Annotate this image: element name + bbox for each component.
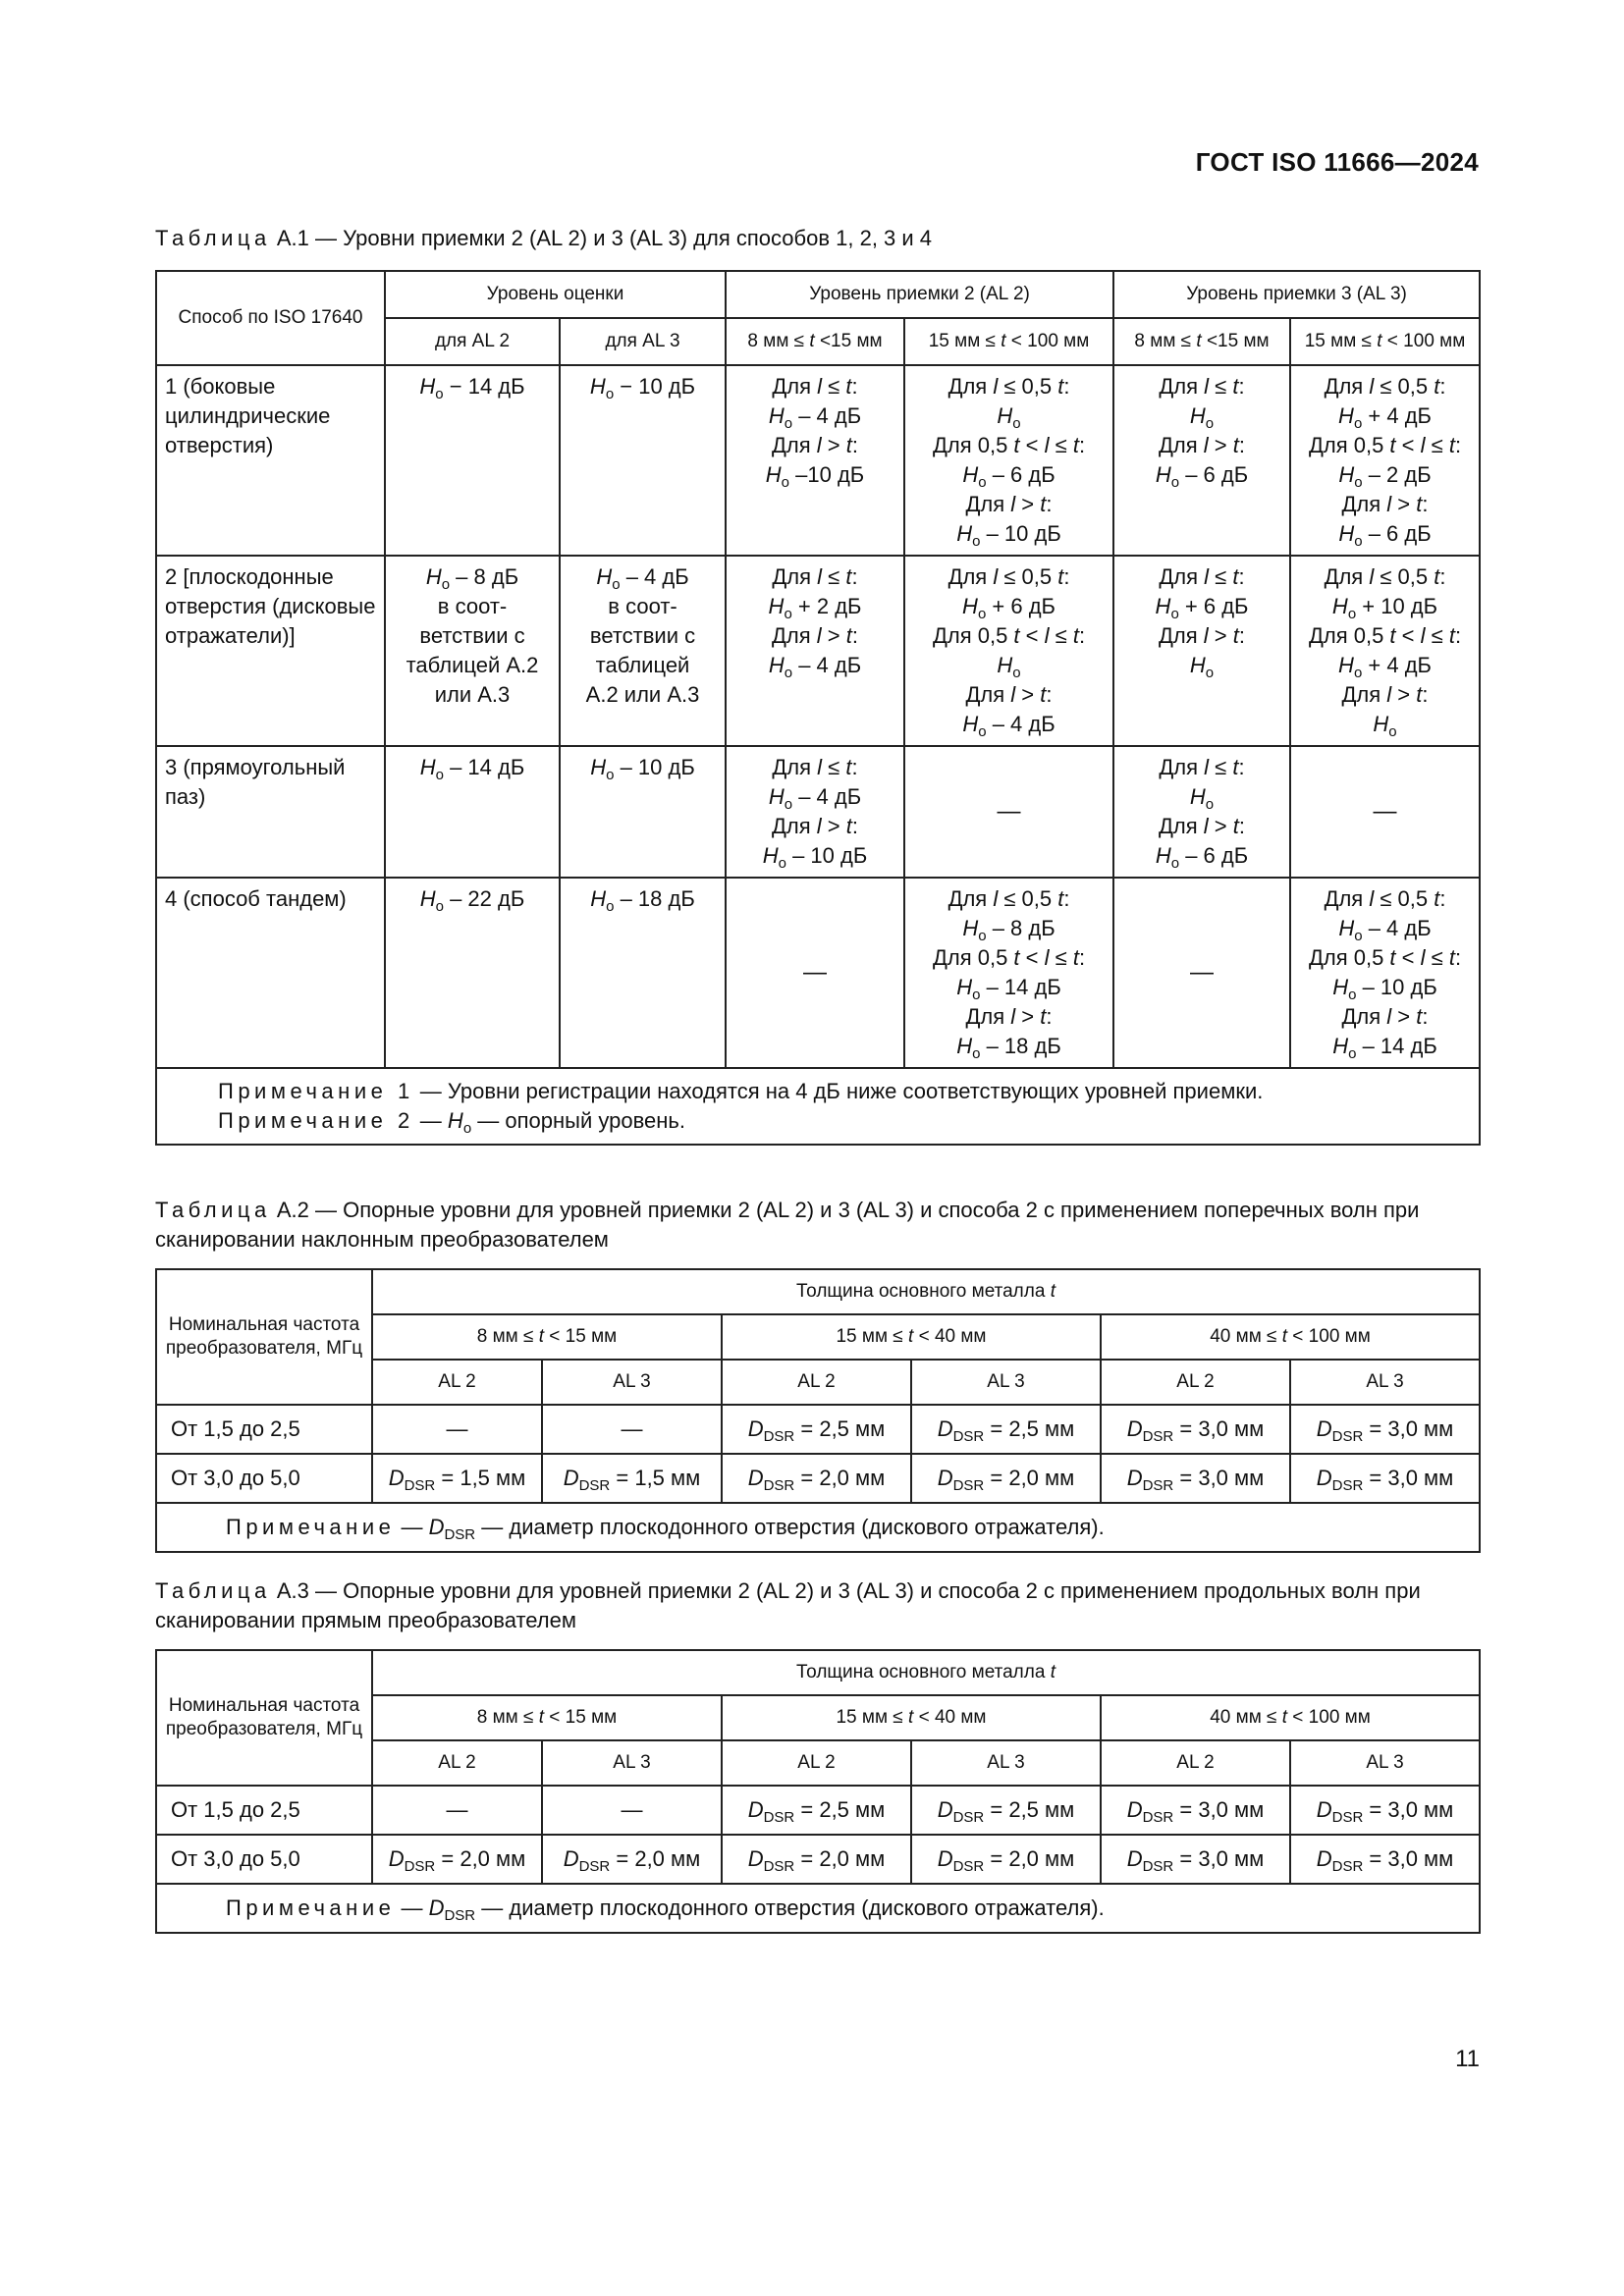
cell-line: Для l ≤ t: [772,755,858,779]
cell-line: $H_о$ [1189,653,1215,681]
cell-line: $H_о + 6$ дБ [962,594,1056,622]
value-cell: $D_{DSR} = 2,5$ мм [911,1786,1101,1835]
cell-line: Для l > t: [1159,814,1245,838]
cell-line: $H_о$ [1189,403,1215,432]
cell-line: в соот- [608,594,677,618]
value-cell: $D_{DSR} = 2,0$ мм [911,1454,1101,1503]
value-cell: $D_{DSR} = 2,5$ мм [722,1405,911,1454]
cell-line: таблицей [595,653,690,677]
value-cell: $D_{DSR} = 2,0$ мм [911,1835,1101,1884]
value-cell: $D_{DSR} = 2,0$ мм [372,1835,542,1884]
cell-line: Для 0,5 t < l ≤ t: [932,433,1086,457]
frequency-cell: От 1,5 до 2,5 [156,1786,372,1835]
note-text: — $D_{DSR}$ — диаметр плоскодонного отверстия (дискового отражателя). [395,1896,1105,1924]
subheader-3: 15 мм ≤ t < 100 мм [904,318,1113,365]
cell-line: Для 0,5 t < l ≤ t: [932,945,1086,970]
cell-line: $H_о - 18$ дБ [590,886,695,915]
level-cell [1113,878,1290,1068]
page-number: 11 [1455,2046,1480,2072]
level-cell [1290,365,1480,556]
caption-text: А.1 — Уровни приемки 2 (AL 2) и 3 (AL 3) для способов 1, 2, 3 и 4 [270,226,933,250]
header-thickness: Толщина основного металла t [372,1269,1480,1314]
level-cell [560,746,726,878]
cell-line: Для l > t: [772,623,858,648]
cell-line: $H_о - 14$ дБ [956,975,1061,1003]
level-cell [726,878,904,1068]
cell-line: Для l > t: [1159,623,1245,648]
header-level-5: AL 3 [1290,1740,1480,1786]
header-al2-group: Уровень приемки 2 (AL 2) [726,271,1113,318]
table-note [156,1884,1480,1933]
frequency-cell: От 3,0 до 5,0 [156,1835,372,1884]
note-label: Примечание 2 [218,1108,414,1133]
header-level-4: AL 2 [1101,1360,1290,1405]
value-cell: $D_{DSR} = 1,5$ мм [372,1454,542,1503]
cell-line: Для l > t: [1341,492,1429,516]
table-note [156,1503,1480,1552]
cell-line: Для 0,5 t < l ≤ t: [1308,945,1462,970]
table-row [156,746,1480,878]
level-cell [385,365,560,556]
value-cell: $D_{DSR} = 3,0$ мм [1101,1786,1290,1835]
header-level-0: AL 2 [372,1740,542,1786]
header-level-3: AL 3 [911,1360,1101,1405]
table-row [156,1454,1480,1503]
subheader-5: 15 мм ≤ t < 100 мм [1290,318,1480,365]
cell-line: таблицей А.2 [406,653,539,677]
cell-line: Для 0,5 t < l ≤ t: [932,623,1086,648]
value-cell: $D_{DSR} = 3,0$ мм [1290,1786,1480,1835]
cell-line: $H_о - 2$ дБ [1338,462,1432,491]
cell-line: ветствии с [589,623,696,648]
cell-line: $H_о - 14$ дБ [1332,1034,1437,1062]
value-cell: $D_{DSR} = 3,0$ мм [1290,1835,1480,1884]
cell-line: $H_о + 4$ дБ [1338,653,1432,681]
header-range-0: 8 мм ≤ t < 15 мм [372,1314,722,1360]
cell-line: $H_о - 10$ дБ [956,521,1061,550]
cell-line: $H_о - 6$ дБ [1155,843,1249,872]
cell-line: Для l > t: [1341,682,1429,707]
header-range-1: 15 мм ≤ t < 40 мм [722,1314,1101,1360]
cell-line: — [803,959,828,986]
level-cell [560,556,726,746]
note-2 [218,1106,1469,1136]
cell-line: Для l > t: [1159,433,1245,457]
value-cell: — [372,1405,542,1454]
level-cell [1290,746,1480,878]
cell-line: $H_о - 4$ дБ [768,403,862,432]
level-cell [1113,556,1290,746]
caption-label: Таблица [155,1198,271,1222]
value-cell: $D_{DSR} = 3,0$ мм [1101,1454,1290,1503]
table-a3-caption [155,1576,1481,1635]
header-range-0: 8 мм ≤ t < 15 мм [372,1695,722,1740]
header-level-3: AL 3 [911,1740,1101,1786]
cell-line: $H_о - 14$ дБ [419,755,525,783]
header-level-1: AL 3 [542,1360,722,1405]
cell-line: $H_о + 6$ дБ [1155,594,1249,622]
header-level-2: AL 2 [722,1360,911,1405]
table-row [156,1835,1480,1884]
header-range-1: 15 мм ≤ t < 40 мм [722,1695,1101,1740]
note-label: Примечание 1 [218,1079,414,1103]
cell-line: — [1373,798,1397,825]
table-a1 [155,270,1481,1146]
table-row [156,556,1480,746]
cell-line: $H_о - 4$ дБ [768,653,862,681]
cell-line: Для l ≤ 0,5 t: [1324,886,1446,911]
note-label: Примечание [226,1515,396,1539]
value-cell: $D_{DSR} = 2,0$ мм [722,1835,911,1884]
level-cell [904,365,1113,556]
level-cell [726,556,904,746]
table-a2 [155,1268,1481,1553]
header-thickness: Толщина основного металла t [372,1650,1480,1695]
note-label: Примечание [226,1896,396,1920]
note-text: — $D_{DSR}$ — диаметр плоскодонного отверстия (дискового отражателя). [395,1515,1105,1543]
cell-line: $H_о + 2$ дБ [768,594,862,622]
frequency-cell: От 1,5 до 2,5 [156,1405,372,1454]
cell-line: $H_о - 22$ дБ [419,886,525,915]
value-cell: $D_{DSR} = 2,5$ мм [911,1405,1101,1454]
header-level-1: AL 3 [542,1740,722,1786]
cell-line: $H_о - 8$ дБ [425,564,519,593]
cell-line: $H_о - 18$ дБ [956,1034,1061,1062]
header-level-4: AL 2 [1101,1740,1290,1786]
header-level-2: AL 2 [722,1740,911,1786]
level-cell [385,746,560,878]
subheader-0: для AL 2 [385,318,560,365]
cell-line: Для l ≤ 0,5 t: [1324,564,1446,589]
level-cell [1290,878,1480,1068]
method-cell: 3 (прямоугольный паз) [156,746,385,878]
level-cell [1113,746,1290,878]
header-frequency: Номинальная частота преобразователя, МГц [156,1650,372,1786]
table-row [156,1786,1480,1835]
cell-line: $H_о - 10$ дБ [762,843,868,872]
value-cell: $D_{DSR} = 3,0$ мм [1101,1405,1290,1454]
header-frequency: Номинальная частота преобразователя, МГц [156,1269,372,1405]
level-cell [385,878,560,1068]
subheader-1: для AL 3 [560,318,726,365]
table-row [156,1405,1480,1454]
level-cell [726,746,904,878]
value-cell: $D_{DSR} = 2,0$ мм [722,1454,911,1503]
cell-line: $H_о$ –10 дБ [765,462,865,491]
cell-line: $H_о$ [997,403,1021,432]
cell-line: $H_о - 14$ дБ [419,374,525,402]
cell-line: $H_о + 10$ дБ [1331,594,1438,622]
cell-line: $H_о - 6$ дБ [1155,462,1249,491]
value-cell: $D_{DSR} = 2,5$ мм [722,1786,911,1835]
cell-line: Для l ≤ 0,5 t: [1324,374,1446,399]
header-range-2: 40 мм ≤ t < 100 мм [1101,1314,1480,1360]
header-eval-level: Уровень оценки [385,271,726,318]
level-cell [904,878,1113,1068]
cell-line: $H_о + 4$ дБ [1338,403,1432,432]
table-row [156,878,1480,1068]
value-cell: — [542,1405,722,1454]
level-cell [726,365,904,556]
cell-line: $H_о$ [1189,784,1215,813]
caption-text: А.3 — Опорные уровни для уровней приемки 2 (AL 2) и 3 (AL 3) и способа 2 с применением продольных волн при сканировании прямым преобразователем [155,1578,1421,1632]
cell-line: или А.3 [434,682,511,707]
table-a1-notes [156,1068,1480,1145]
level-cell [560,365,726,556]
cell-line: $H_о - 4$ дБ [962,712,1056,740]
cell-line: $H_о - 6$ дБ [962,462,1056,491]
cell-line: Для 0,5 t < l ≤ t: [1308,433,1462,457]
table-a1-caption [155,224,1481,253]
value-cell: $D_{DSR} = 3,0$ мм [1290,1454,1480,1503]
header-method: Способ по ISO 17640 [156,271,385,365]
cell-line: $H_о - 10$ дБ [590,755,695,783]
value-cell: $D_{DSR} = 3,0$ мм [1290,1405,1480,1454]
cell-line: в соот- [437,594,508,618]
frequency-cell: От 3,0 до 5,0 [156,1454,372,1503]
note-text: — Уровни регистрации находятся на 4 дБ ниже соответствующих уровней приемки. [413,1079,1264,1103]
cell-line: Для l > t: [965,1004,1053,1029]
level-cell [1113,365,1290,556]
method-cell: 4 (способ тандем) [156,878,385,1068]
table-a2-caption [155,1196,1481,1255]
cell-line: $H_о - 8$ дБ [962,916,1056,944]
cell-line: Для l ≤ 0,5 t: [947,564,1070,589]
level-cell [904,746,1113,878]
method-cell: 1 (боковые цилиндрические отверстия) [156,365,385,556]
cell-line: $H_о$ [997,653,1021,681]
value-cell: $D_{DSR} = 3,0$ мм [1101,1835,1290,1884]
caption-text: А.2 — Опорные уровни для уровней приемки 2 (AL 2) и 3 (AL 3) и способа 2 с применением поперечных волн при сканировании наклонным преобразователем [155,1198,1420,1252]
cell-line: Для l ≤ t: [1159,755,1245,779]
header-level-0: AL 2 [372,1360,542,1405]
table-row [156,365,1480,556]
cell-line: $H_о - 4$ дБ [768,784,862,813]
cell-line: Для l ≤ t: [1159,564,1245,589]
cell-line: Для l > t: [772,433,858,457]
cell-line: $H_о$ [1373,712,1397,740]
subheader-4: 8 мм ≤ t <15 мм [1113,318,1290,365]
document-id: ГОСТ ISO 11666—2024 [1195,147,1479,177]
level-cell [904,556,1113,746]
cell-line: — [1190,959,1215,986]
level-cell [385,556,560,746]
value-cell: $D_{DSR} = 1,5$ мм [542,1454,722,1503]
caption-label: Таблица [155,1578,271,1603]
cell-line: $H_о - 4$ дБ [596,564,689,593]
value-cell: — [372,1786,542,1835]
value-cell: — [542,1786,722,1835]
level-cell [1290,556,1480,746]
header-level-5: AL 3 [1290,1360,1480,1405]
level-cell [560,878,726,1068]
cell-line: Для l ≤ t: [1159,374,1245,399]
cell-line: Для l ≤ 0,5 t: [947,374,1070,399]
cell-line: ветствии с [419,623,525,648]
cell-line: Для l ≤ t: [772,564,858,589]
cell-line: Для l > t: [772,814,858,838]
cell-line: Для l ≤ t: [772,374,858,399]
header-range-2: 40 мм ≤ t < 100 мм [1101,1695,1480,1740]
cell-line: $H_о - 10$ дБ [1332,975,1437,1003]
cell-line: Для l > t: [1341,1004,1429,1029]
value-cell: $D_{DSR} = 2,0$ мм [542,1835,722,1884]
note-1 [218,1077,1469,1106]
cell-line: — [997,798,1021,825]
cell-line: $H_о - 4$ дБ [1338,916,1432,944]
cell-line: Для 0,5 t < l ≤ t: [1308,623,1462,648]
subheader-2: 8 мм ≤ t <15 мм [726,318,904,365]
cell-line: Для l > t: [965,492,1053,516]
caption-label: Таблица [155,226,271,250]
cell-line: $H_о - 6$ дБ [1338,521,1432,550]
table-a3 [155,1649,1481,1934]
cell-line: $H_о - 10$ дБ [589,374,696,402]
cell-line: А.2 или А.3 [585,682,700,707]
method-cell: 2 [плоскодонные отверстия (дисковые отражатели)] [156,556,385,746]
cell-line: Для l ≤ 0,5 t: [947,886,1070,911]
header-al3-group: Уровень приемки 3 (AL 3) [1113,271,1480,318]
note-text: — $H_о$ — опорный уровень. [413,1108,685,1137]
cell-line: Для l > t: [965,682,1053,707]
